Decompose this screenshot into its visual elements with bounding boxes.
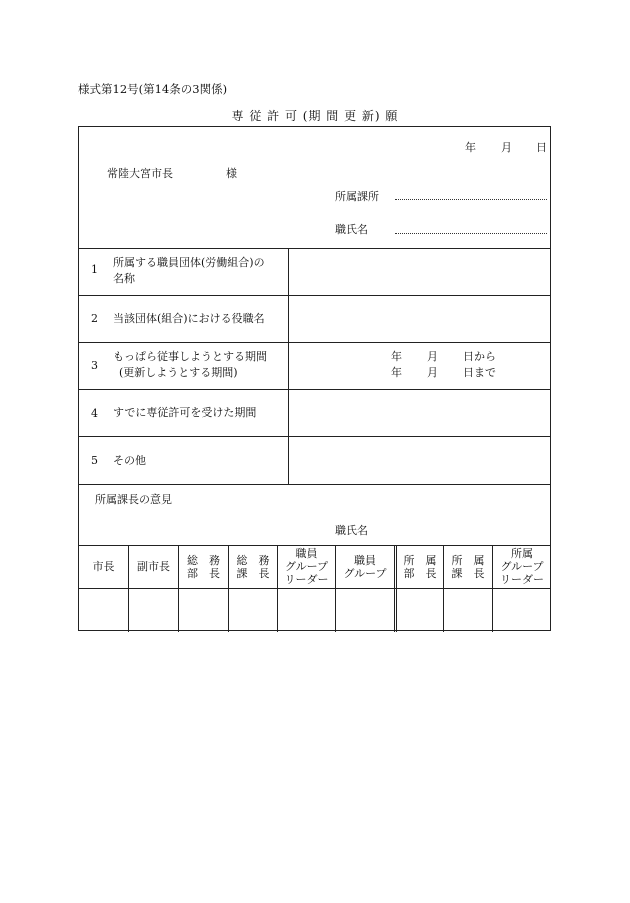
applicant-name-field[interactable] [395, 233, 547, 234]
form-number: 様式第12号(第14条の3関係) [78, 82, 228, 96]
seal-header-dept-group-leader: 所属 グループ リーダー [500, 547, 544, 586]
date-month-label: 月 [501, 141, 512, 154]
seal-header-staff-group-leader: 職員 グループ リーダー [284, 547, 329, 586]
seal-box-dept-director[interactable] [397, 589, 443, 631]
seal-header-deputy-mayor: 副市長 [137, 560, 170, 573]
period-from-month: 月 [427, 350, 438, 363]
seal-box-section-manager[interactable] [444, 589, 492, 631]
seal-header-mayor: 市長 [92, 560, 115, 573]
seal-box-staff-group[interactable] [336, 589, 394, 631]
seal-header-dept-director: 所 属 部 長 [403, 553, 437, 580]
row-divider [79, 484, 550, 485]
item-5-number: 5 [91, 454, 98, 467]
applicant-office-label: 所属課所 [335, 190, 379, 203]
item-2-value-field[interactable] [289, 296, 551, 342]
item-5-label: その他 [113, 454, 146, 467]
seal-header-staff-group: 職員 グループ [343, 553, 387, 580]
item-1-label-line2: 名称 [113, 272, 135, 285]
seal-header-section-manager: 所 属 課 長 [451, 553, 485, 580]
form-title: 専 従 許 可 (期 間 更 新) 願 [231, 109, 399, 123]
addressee-name: 常陸大宮市長 [107, 167, 173, 180]
period-to-day: 日まで [463, 366, 496, 379]
opinion-label: 所属課長の意見 [95, 493, 172, 506]
item-3-number: 3 [91, 359, 98, 372]
item-1-value-field[interactable] [289, 249, 551, 295]
date-day-label: 日 [536, 141, 547, 154]
item-4-value-field[interactable] [289, 390, 551, 436]
row-divider [79, 342, 550, 343]
item-1-label-line1: 所属する職員団体(労働組合)の [113, 256, 265, 269]
seal-box-deputy-mayor[interactable] [129, 589, 178, 631]
period-from-year: 年 [391, 350, 402, 363]
seal-header-general-affairs-manager: 総 務 課 長 [236, 553, 270, 580]
period-from-day: 日から [463, 350, 496, 363]
item-5-value-field[interactable] [289, 437, 551, 483]
seal-box-dept-group-leader[interactable] [493, 589, 551, 631]
applicant-office-field[interactable] [395, 199, 547, 200]
item-4-number: 4 [91, 407, 98, 420]
seal-box-mayor[interactable] [79, 589, 128, 631]
item-3-label-line2: (更新しようとする期間) [119, 366, 238, 379]
seal-header-general-affairs-director: 総 務 部 長 [187, 553, 220, 580]
seal-box-general-affairs-director[interactable] [179, 589, 228, 631]
item-2-label: 当該団体(組合)における役職名 [113, 312, 265, 325]
applicant-name-label: 職氏名 [335, 223, 368, 236]
seal-box-general-affairs-manager[interactable] [229, 589, 277, 631]
item-1-number: 1 [91, 263, 98, 276]
seal-box-staff-group-leader[interactable] [278, 589, 335, 631]
date-year-label: 年 [465, 141, 476, 154]
application-form-table [78, 126, 551, 631]
item-4-label: すでに専従許可を受けた期間 [113, 406, 257, 419]
addressee-honorific: 様 [226, 167, 237, 180]
seal-column-divider [394, 545, 395, 632]
opinion-name-label: 職氏名 [335, 524, 368, 537]
period-to-month: 月 [427, 366, 438, 379]
item-2-number: 2 [91, 312, 98, 325]
item-3-label-line1: もっぱら従事しようとする期間 [113, 350, 267, 363]
period-to-year: 年 [391, 366, 402, 379]
